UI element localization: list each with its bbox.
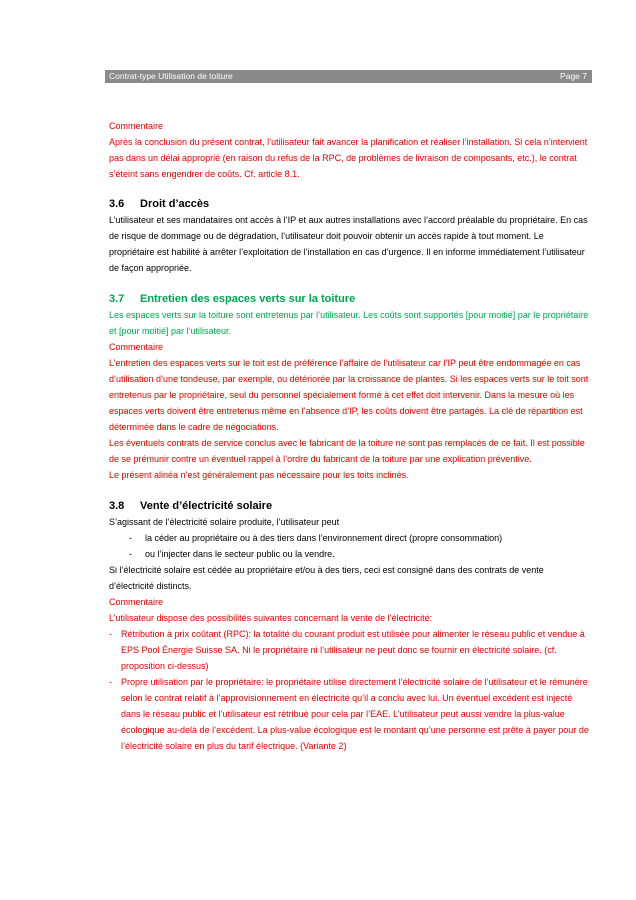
comment-paragraph: Le présent alinéa n’est généralement pas nécessaire pour les toits inclinés. <box>109 470 409 480</box>
list-item <box>109 626 589 674</box>
option-text: Les espaces verts sur la toiture sont entretenus par l’utilisateur. Les coûts sont supportés [pour moitié] par le propriétaire et [pour moitié] par l’utilisateur. <box>109 310 589 336</box>
comment-intro: L’utilisateur dispose des possibilités suivantes concernant la vente de l’électricité: <box>109 613 433 623</box>
section-heading-3-7 <box>109 291 589 307</box>
section-text: Si l’électricité solaire est cédée au propriétaire et/ou à des tiers, ceci est consigné dans des contrats de vente d’électricité distincts. <box>109 565 544 591</box>
comment-label: Commentaire <box>109 121 164 131</box>
dash-bullet: - <box>109 629 112 639</box>
section-intro: S’agissant de l’électricité solaire produite, l’utilisateur peut <box>109 517 340 527</box>
header-page-number: Page 7 <box>560 71 587 81</box>
section-number: 3.6 <box>109 198 125 210</box>
section-number: 3.7 <box>109 293 125 305</box>
section-title: Entretien des espaces verts sur la toiture <box>140 293 356 305</box>
section-number: 3.8 <box>109 500 125 512</box>
dash-bullet: - <box>129 533 132 543</box>
list-item-text: ou l’injecter dans le secteur public ou la vendre. <box>145 549 335 559</box>
comment-list <box>109 626 589 754</box>
page-header <box>105 70 592 83</box>
comment-label: Commentaire <box>109 597 164 607</box>
comment-paragraph: L’entretien des espaces verts sur le toit est de préférence l’affaire de l’utilisateur car l’IP peut être endommagée en cas d’utilisation d’une tondeuse, par exemple, ou détériorée par la croissance de plantes. Si les espaces verts sur le toit sont entretenus par le propriétaire, seul du personnel spécialement formé à cet effet doit intervenir. Dans la mesure où les espaces verts doivent être entretenus même en l’absence d’IP, les coûts doivent être partagés. La clé de répartition est déterminée dans le cadre de négociations. <box>109 358 589 432</box>
comment-paragraph: Les éventuels contrats de service conclus avec le fabricant de la toiture ne sont pas remplacés de ce fait. Il est possible de se prémunir contre un éventuel rappel à l’ordre du fabricant de la toiture par une explication préventive. <box>109 438 585 464</box>
dash-bullet: - <box>109 677 112 687</box>
section-text: L’utilisateur et ses mandataires ont accès à l’IP et aux autres installations avec l’accord préalable du propriétaire. En cas de risque de dommage ou de dégradation, l’utilisateur doit pouvoir obtenir un accès rapide à tout moment. Le propriétaire est habilité à arrêter l’exploitation de l’installation en cas d’urgence. Il en informe immédiatement l’utilisateur de façon appropriée. <box>109 215 588 273</box>
comment-text: Après la conclusion du présent contrat, l’utilisateur fait avancer la planification et réaliser l’installation. Si cela n’intervient pas dans un délai approprié (en raison du refus de la RPC, de problèmes de livraison de composants, etc.), le contrat s’éteint sans engendrer de coûts. Cf. article 8.1. <box>109 137 588 179</box>
list-item <box>109 674 589 754</box>
list-item <box>109 530 589 546</box>
section-title: Droit d’accès <box>140 198 210 210</box>
header-title: Contrat-type Utilisation de toiture <box>109 71 233 81</box>
list-item-text: la céder au propriétaire ou à des tiers dans l’environnement direct (propre consommation) <box>145 533 503 543</box>
list-item-text: Propre utilisation par le propriétaire: le propriétaire utilise directement l’électricité solaire de l’utilisateur et le rémunère selon le contrat relatif à l’approvisionnement en électricité qu’il a conclu avec lui. Un éventuel excédent est injecté dans le réseau public et l’utilisateur est rétribué pour cela par l’EAE. L’utilisateur peut aussi vendre la plus-value écologique au-delà de l’excédent. La plus-value écologique est le montant qu’une personne est prête à payer pour de l’électricité solaire en plus du tarif électrique. (Variante 2) <box>121 677 589 751</box>
list-item <box>109 546 589 562</box>
comment-label: Commentaire <box>109 342 164 352</box>
option-list <box>109 530 589 562</box>
dash-bullet: - <box>129 549 132 559</box>
list-item-text: Rétribution à prix coûtant (RPC): la totalité du courant produit est utilisée pour alimenter le réseau public et vendue à EPS Pool Énergie Suisse SA. Ni le propriétaire ni l’utilisateur ne peut donc se fournir en électricité solaire. (cf. proposition ci-dessus) <box>121 629 585 671</box>
section-title: Vente d’électricité solaire <box>140 500 273 512</box>
section-heading-3-6 <box>109 196 589 212</box>
section-heading-3-8 <box>109 498 589 514</box>
document-body <box>109 118 589 754</box>
